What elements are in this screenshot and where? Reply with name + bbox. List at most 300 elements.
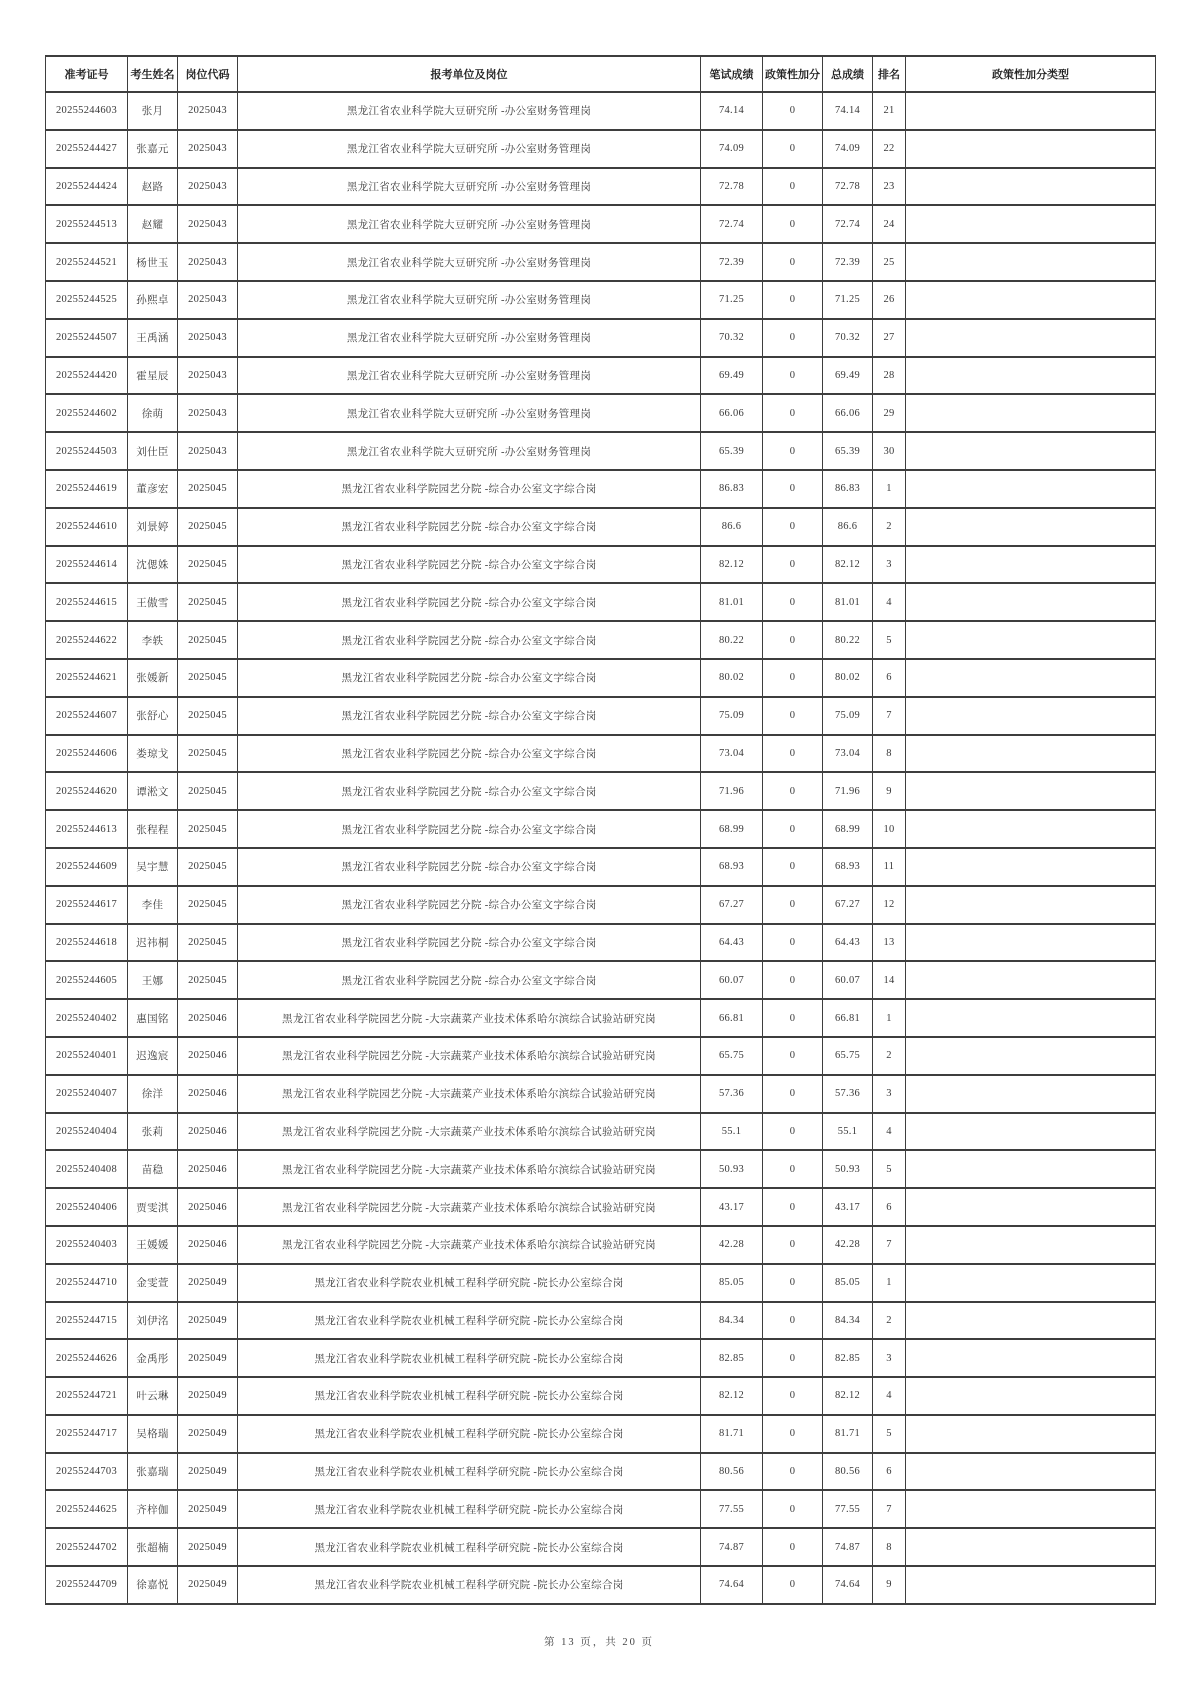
cell-total: 65.39 — [823, 432, 873, 470]
cell-rank: 6 — [873, 1453, 906, 1491]
cell-position: 黑龙江省农业科学院园艺分院 -大宗蔬菜产业技术体系哈尔滨综合试验站研究岗 — [238, 999, 701, 1037]
cell-position: 黑龙江省农业科学院园艺分院 -综合办公室文字综合岗 — [238, 961, 701, 999]
cell-position: 黑龙江省农业科学院大豆研究所 -办公室财务管理岗 — [238, 168, 701, 206]
cell-bonus: 0 — [763, 168, 823, 206]
cell-total: 80.02 — [823, 659, 873, 697]
cell-name: 王娜 — [128, 961, 178, 999]
cell-ticket: 20255244513 — [46, 205, 128, 243]
cell-bonustype — [906, 659, 1156, 697]
cell-code: 2025045 — [178, 546, 238, 584]
cell-total: 66.81 — [823, 999, 873, 1037]
cell-rank: 7 — [873, 1226, 906, 1264]
cell-rank: 13 — [873, 924, 906, 962]
cell-rank: 1 — [873, 999, 906, 1037]
cell-name: 沈偲姝 — [128, 546, 178, 584]
cell-total: 82.12 — [823, 1377, 873, 1415]
cell-code: 2025043 — [178, 357, 238, 395]
cell-bonustype — [906, 848, 1156, 886]
cell-code: 2025043 — [178, 205, 238, 243]
cell-code: 2025049 — [178, 1490, 238, 1528]
cell-total: 80.56 — [823, 1453, 873, 1491]
cell-bonus: 0 — [763, 508, 823, 546]
cell-written: 82.12 — [701, 1377, 763, 1415]
cell-rank: 28 — [873, 357, 906, 395]
cell-bonus: 0 — [763, 810, 823, 848]
cell-ticket: 20255244703 — [46, 1453, 128, 1491]
cell-written: 71.25 — [701, 281, 763, 319]
cell-name: 董彦宏 — [128, 470, 178, 508]
cell-bonus: 0 — [763, 319, 823, 357]
table-body — [46, 92, 1156, 1604]
cell-code: 2025045 — [178, 659, 238, 697]
cell-name: 孙熙卓 — [128, 281, 178, 319]
cell-code: 2025043 — [178, 319, 238, 357]
cell-name: 吴宇慧 — [128, 848, 178, 886]
cell-name: 惠国铭 — [128, 999, 178, 1037]
table-row — [46, 243, 1156, 281]
cell-ticket: 20255240406 — [46, 1188, 128, 1226]
cell-rank: 14 — [873, 961, 906, 999]
cell-code: 2025043 — [178, 281, 238, 319]
cell-written: 60.07 — [701, 961, 763, 999]
cell-total: 74.64 — [823, 1566, 873, 1604]
cell-name: 刘景婷 — [128, 508, 178, 546]
cell-ticket: 20255240404 — [46, 1113, 128, 1151]
cell-position: 黑龙江省农业科学院大豆研究所 -办公室财务管理岗 — [238, 357, 701, 395]
cell-name: 赵路 — [128, 168, 178, 206]
cell-rank: 6 — [873, 1188, 906, 1226]
cell-code: 2025043 — [178, 92, 238, 130]
cell-bonustype — [906, 886, 1156, 924]
cell-rank: 26 — [873, 281, 906, 319]
cell-ticket: 20255240408 — [46, 1150, 128, 1188]
cell-total: 72.74 — [823, 205, 873, 243]
cell-code: 2025045 — [178, 924, 238, 962]
cell-written: 66.81 — [701, 999, 763, 1037]
cell-name: 张程程 — [128, 810, 178, 848]
cell-code: 2025045 — [178, 583, 238, 621]
cell-bonus: 0 — [763, 1377, 823, 1415]
cell-code: 2025049 — [178, 1302, 238, 1340]
cell-bonus: 0 — [763, 1490, 823, 1528]
cell-ticket: 20255244607 — [46, 697, 128, 735]
cell-bonustype — [906, 772, 1156, 810]
cell-ticket: 20255244424 — [46, 168, 128, 206]
cell-rank: 7 — [873, 697, 906, 735]
cell-bonus: 0 — [763, 1226, 823, 1264]
cell-position: 黑龙江省农业科学院大豆研究所 -办公室财务管理岗 — [238, 432, 701, 470]
cell-position: 黑龙江省农业科学院园艺分院 -大宗蔬菜产业技术体系哈尔滨综合试验站研究岗 — [238, 1188, 701, 1226]
table-row — [46, 1377, 1156, 1415]
column-header-ticket: 准考证号 — [46, 56, 128, 92]
cell-position: 黑龙江省农业科学院农业机械工程科学研究院 -院长办公室综合岗 — [238, 1453, 701, 1491]
cell-position: 黑龙江省农业科学院农业机械工程科学研究院 -院长办公室综合岗 — [238, 1339, 701, 1377]
table-row — [46, 130, 1156, 168]
cell-rank: 4 — [873, 1113, 906, 1151]
cell-bonustype — [906, 924, 1156, 962]
cell-written: 85.05 — [701, 1264, 763, 1302]
cell-written: 57.36 — [701, 1075, 763, 1113]
cell-written: 73.04 — [701, 735, 763, 773]
cell-position: 黑龙江省农业科学院大豆研究所 -办公室财务管理岗 — [238, 243, 701, 281]
cell-written: 72.78 — [701, 168, 763, 206]
table-row — [46, 394, 1156, 432]
cell-ticket: 20255244710 — [46, 1264, 128, 1302]
table-row — [46, 1302, 1156, 1340]
cell-rank: 1 — [873, 1264, 906, 1302]
cell-position: 黑龙江省农业科学院农业机械工程科学研究院 -院长办公室综合岗 — [238, 1264, 701, 1302]
column-header-written: 笔试成绩 — [701, 56, 763, 92]
cell-rank: 23 — [873, 168, 906, 206]
cell-code: 2025046 — [178, 1113, 238, 1151]
cell-written: 86.83 — [701, 470, 763, 508]
cell-written: 74.87 — [701, 1528, 763, 1566]
cell-bonustype — [906, 1377, 1156, 1415]
table-row — [46, 1453, 1156, 1491]
cell-name: 迟逸宸 — [128, 1037, 178, 1075]
cell-name: 王媛媛 — [128, 1226, 178, 1264]
table-row — [46, 961, 1156, 999]
cell-total: 67.27 — [823, 886, 873, 924]
column-header-name: 考生姓名 — [128, 56, 178, 92]
cell-code: 2025043 — [178, 168, 238, 206]
cell-total: 72.78 — [823, 168, 873, 206]
cell-bonus: 0 — [763, 1037, 823, 1075]
cell-ticket: 20255240401 — [46, 1037, 128, 1075]
cell-position: 黑龙江省农业科学院园艺分院 -综合办公室文字综合岗 — [238, 886, 701, 924]
cell-bonustype — [906, 961, 1156, 999]
cell-written: 55.1 — [701, 1113, 763, 1151]
cell-position: 黑龙江省农业科学院大豆研究所 -办公室财务管理岗 — [238, 319, 701, 357]
cell-total: 42.28 — [823, 1226, 873, 1264]
cell-rank: 11 — [873, 848, 906, 886]
cell-total: 74.09 — [823, 130, 873, 168]
cell-bonus: 0 — [763, 961, 823, 999]
cell-ticket: 20255240407 — [46, 1075, 128, 1113]
cell-ticket: 20255244621 — [46, 659, 128, 697]
cell-rank: 2 — [873, 508, 906, 546]
cell-rank: 9 — [873, 772, 906, 810]
cell-ticket: 20255244619 — [46, 470, 128, 508]
cell-bonustype — [906, 1339, 1156, 1377]
cell-name: 徐萌 — [128, 394, 178, 432]
cell-bonustype — [906, 1037, 1156, 1075]
cell-ticket: 20255244620 — [46, 772, 128, 810]
cell-bonustype — [906, 1490, 1156, 1528]
table-row — [46, 697, 1156, 735]
cell-bonus: 0 — [763, 697, 823, 735]
cell-code: 2025049 — [178, 1528, 238, 1566]
cell-code: 2025045 — [178, 810, 238, 848]
cell-name: 金禹彤 — [128, 1339, 178, 1377]
cell-name: 金雯萱 — [128, 1264, 178, 1302]
cell-position: 黑龙江省农业科学院园艺分院 -综合办公室文字综合岗 — [238, 735, 701, 773]
cell-total: 69.49 — [823, 357, 873, 395]
cell-total: 86.83 — [823, 470, 873, 508]
cell-rank: 5 — [873, 1150, 906, 1188]
cell-total: 43.17 — [823, 1188, 873, 1226]
cell-name: 贾雯淇 — [128, 1188, 178, 1226]
cell-ticket: 20255240402 — [46, 999, 128, 1037]
cell-position: 黑龙江省农业科学院大豆研究所 -办公室财务管理岗 — [238, 394, 701, 432]
cell-written: 75.09 — [701, 697, 763, 735]
cell-bonustype — [906, 130, 1156, 168]
cell-bonustype — [906, 621, 1156, 659]
cell-written: 69.49 — [701, 357, 763, 395]
cell-rank: 4 — [873, 583, 906, 621]
cell-name: 张月 — [128, 92, 178, 130]
cell-bonustype — [906, 1113, 1156, 1151]
cell-total: 82.85 — [823, 1339, 873, 1377]
cell-bonustype — [906, 1528, 1156, 1566]
cell-bonus: 0 — [763, 1566, 823, 1604]
table-row — [46, 319, 1156, 357]
cell-code: 2025045 — [178, 848, 238, 886]
table-row — [46, 508, 1156, 546]
cell-position: 黑龙江省农业科学院大豆研究所 -办公室财务管理岗 — [238, 205, 701, 243]
cell-bonus: 0 — [763, 1302, 823, 1340]
cell-ticket: 20255244721 — [46, 1377, 128, 1415]
cell-bonus: 0 — [763, 735, 823, 773]
table-row — [46, 999, 1156, 1037]
cell-written: 86.6 — [701, 508, 763, 546]
cell-code: 2025045 — [178, 886, 238, 924]
cell-bonus: 0 — [763, 92, 823, 130]
cell-rank: 4 — [873, 1377, 906, 1415]
cell-code: 2025043 — [178, 243, 238, 281]
cell-ticket: 20255244614 — [46, 546, 128, 584]
cell-bonus: 0 — [763, 1113, 823, 1151]
cell-ticket: 20255244617 — [46, 886, 128, 924]
cell-bonustype — [906, 1188, 1156, 1226]
cell-total: 55.1 — [823, 1113, 873, 1151]
cell-name: 杨世玉 — [128, 243, 178, 281]
cell-name: 张媛新 — [128, 659, 178, 697]
cell-bonus: 0 — [763, 848, 823, 886]
table-row — [46, 848, 1156, 886]
cell-total: 81.01 — [823, 583, 873, 621]
cell-name: 张莉 — [128, 1113, 178, 1151]
cell-ticket: 20255244709 — [46, 1566, 128, 1604]
cell-position: 黑龙江省农业科学院园艺分院 -综合办公室文字综合岗 — [238, 470, 701, 508]
cell-bonustype — [906, 281, 1156, 319]
cell-position: 黑龙江省农业科学院农业机械工程科学研究院 -院长办公室综合岗 — [238, 1415, 701, 1453]
cell-ticket: 20255244615 — [46, 583, 128, 621]
cell-total: 66.06 — [823, 394, 873, 432]
cell-ticket: 20255244427 — [46, 130, 128, 168]
cell-written: 81.01 — [701, 583, 763, 621]
cell-bonus: 0 — [763, 1188, 823, 1226]
cell-written: 67.27 — [701, 886, 763, 924]
cell-rank: 10 — [873, 810, 906, 848]
cell-rank: 12 — [873, 886, 906, 924]
cell-bonustype — [906, 999, 1156, 1037]
header-row — [46, 56, 1156, 92]
cell-code: 2025043 — [178, 432, 238, 470]
cell-written: 71.96 — [701, 772, 763, 810]
cell-bonus: 0 — [763, 1075, 823, 1113]
table-row — [46, 432, 1156, 470]
column-header-bonustype: 政策性加分类型 — [906, 56, 1156, 92]
cell-bonus: 0 — [763, 583, 823, 621]
cell-bonus: 0 — [763, 281, 823, 319]
cell-code: 2025043 — [178, 130, 238, 168]
cell-total: 68.93 — [823, 848, 873, 886]
cell-written: 74.14 — [701, 92, 763, 130]
table-header — [46, 56, 1156, 92]
cell-position: 黑龙江省农业科学院大豆研究所 -办公室财务管理岗 — [238, 130, 701, 168]
cell-code: 2025045 — [178, 735, 238, 773]
cell-ticket: 20255244717 — [46, 1415, 128, 1453]
cell-bonus: 0 — [763, 1150, 823, 1188]
cell-name: 王禹涵 — [128, 319, 178, 357]
cell-total: 60.07 — [823, 961, 873, 999]
cell-code: 2025045 — [178, 961, 238, 999]
cell-total: 85.05 — [823, 1264, 873, 1302]
cell-bonus: 0 — [763, 243, 823, 281]
cell-rank: 3 — [873, 1339, 906, 1377]
cell-written: 74.64 — [701, 1566, 763, 1604]
cell-ticket: 20255244625 — [46, 1490, 128, 1528]
table-row — [46, 1075, 1156, 1113]
cell-code: 2025043 — [178, 394, 238, 432]
cell-bonustype — [906, 92, 1156, 130]
cell-name: 张超楠 — [128, 1528, 178, 1566]
cell-written: 66.06 — [701, 394, 763, 432]
cell-bonus: 0 — [763, 130, 823, 168]
cell-position: 黑龙江省农业科学院大豆研究所 -办公室财务管理岗 — [238, 92, 701, 130]
cell-ticket: 20255244702 — [46, 1528, 128, 1566]
table-row — [46, 735, 1156, 773]
cell-written: 43.17 — [701, 1188, 763, 1226]
cell-rank: 9 — [873, 1566, 906, 1604]
cell-name: 徐洋 — [128, 1075, 178, 1113]
cell-ticket: 20255244715 — [46, 1302, 128, 1340]
cell-position: 黑龙江省农业科学院园艺分院 -综合办公室文字综合岗 — [238, 772, 701, 810]
cell-written: 77.55 — [701, 1490, 763, 1528]
table-row — [46, 1566, 1156, 1604]
score-table — [45, 55, 1156, 1605]
table-row — [46, 1264, 1156, 1302]
cell-rank: 21 — [873, 92, 906, 130]
cell-rank: 5 — [873, 1415, 906, 1453]
cell-position: 黑龙江省农业科学院园艺分院 -大宗蔬菜产业技术体系哈尔滨综合试验站研究岗 — [238, 1226, 701, 1264]
cell-position: 黑龙江省农业科学院园艺分院 -综合办公室文字综合岗 — [238, 697, 701, 735]
cell-code: 2025049 — [178, 1264, 238, 1302]
cell-bonustype — [906, 810, 1156, 848]
cell-written: 84.34 — [701, 1302, 763, 1340]
cell-position: 黑龙江省农业科学院园艺分院 -综合办公室文字综合岗 — [238, 848, 701, 886]
cell-bonustype — [906, 1150, 1156, 1188]
cell-bonustype — [906, 205, 1156, 243]
column-header-position: 报考单位及岗位 — [238, 56, 701, 92]
cell-code: 2025045 — [178, 621, 238, 659]
cell-bonus: 0 — [763, 470, 823, 508]
table-row — [46, 621, 1156, 659]
cell-bonus: 0 — [763, 432, 823, 470]
cell-ticket: 20255244605 — [46, 961, 128, 999]
cell-bonustype — [906, 357, 1156, 395]
cell-rank: 5 — [873, 621, 906, 659]
cell-code: 2025046 — [178, 1150, 238, 1188]
table-row — [46, 1490, 1156, 1528]
cell-ticket: 20255244525 — [46, 281, 128, 319]
cell-written: 42.28 — [701, 1226, 763, 1264]
page-footer: 第 13 页，共 20 页 — [544, 1637, 654, 1648]
cell-name: 赵耀 — [128, 205, 178, 243]
table-row — [46, 1037, 1156, 1075]
cell-position: 黑龙江省农业科学院农业机械工程科学研究院 -院长办公室综合岗 — [238, 1528, 701, 1566]
table-row — [46, 1226, 1156, 1264]
table-row — [46, 357, 1156, 395]
cell-position: 黑龙江省农业科学院园艺分院 -综合办公室文字综合岗 — [238, 659, 701, 697]
cell-code: 2025046 — [178, 1075, 238, 1113]
table-row — [46, 546, 1156, 584]
cell-total: 82.12 — [823, 546, 873, 584]
table-row — [46, 659, 1156, 697]
cell-name: 李轶 — [128, 621, 178, 659]
cell-written: 82.12 — [701, 546, 763, 584]
table-row — [46, 1415, 1156, 1453]
cell-ticket: 20255244613 — [46, 810, 128, 848]
cell-bonustype — [906, 168, 1156, 206]
cell-code: 2025049 — [178, 1453, 238, 1491]
cell-total: 50.93 — [823, 1150, 873, 1188]
cell-code: 2025049 — [178, 1566, 238, 1604]
cell-position: 黑龙江省农业科学院园艺分院 -大宗蔬菜产业技术体系哈尔滨综合试验站研究岗 — [238, 1075, 701, 1113]
table-row — [46, 810, 1156, 848]
cell-position: 黑龙江省农业科学院园艺分院 -综合办公室文字综合岗 — [238, 546, 701, 584]
cell-rank: 3 — [873, 1075, 906, 1113]
cell-position: 黑龙江省农业科学院园艺分院 -综合办公室文字综合岗 — [238, 924, 701, 962]
cell-code: 2025045 — [178, 697, 238, 735]
cell-written: 82.85 — [701, 1339, 763, 1377]
cell-ticket: 20255244618 — [46, 924, 128, 962]
cell-total: 64.43 — [823, 924, 873, 962]
cell-bonustype — [906, 1075, 1156, 1113]
cell-bonus: 0 — [763, 546, 823, 584]
cell-written: 64.43 — [701, 924, 763, 962]
cell-ticket: 20255244610 — [46, 508, 128, 546]
cell-ticket: 20255244626 — [46, 1339, 128, 1377]
cell-bonustype — [906, 1453, 1156, 1491]
cell-name: 谭淞文 — [128, 772, 178, 810]
table-row — [46, 1528, 1156, 1566]
cell-bonustype — [906, 1415, 1156, 1453]
cell-bonustype — [906, 1566, 1156, 1604]
cell-total: 70.32 — [823, 319, 873, 357]
cell-bonus: 0 — [763, 1453, 823, 1491]
cell-bonustype — [906, 1302, 1156, 1340]
cell-ticket: 20255244420 — [46, 357, 128, 395]
cell-rank: 2 — [873, 1037, 906, 1075]
column-header-bonus: 政策性加分 — [763, 56, 823, 92]
table-row — [46, 583, 1156, 621]
cell-bonus: 0 — [763, 1528, 823, 1566]
cell-code: 2025046 — [178, 1037, 238, 1075]
cell-position: 黑龙江省农业科学院园艺分院 -大宗蔬菜产业技术体系哈尔滨综合试验站研究岗 — [238, 1113, 701, 1151]
table-row — [46, 281, 1156, 319]
cell-code: 2025045 — [178, 772, 238, 810]
cell-ticket: 20255244606 — [46, 735, 128, 773]
table-row — [46, 168, 1156, 206]
cell-rank: 8 — [873, 735, 906, 773]
cell-bonus: 0 — [763, 205, 823, 243]
cell-name: 刘仕臣 — [128, 432, 178, 470]
cell-total: 71.25 — [823, 281, 873, 319]
cell-name: 李佳 — [128, 886, 178, 924]
cell-rank: 24 — [873, 205, 906, 243]
